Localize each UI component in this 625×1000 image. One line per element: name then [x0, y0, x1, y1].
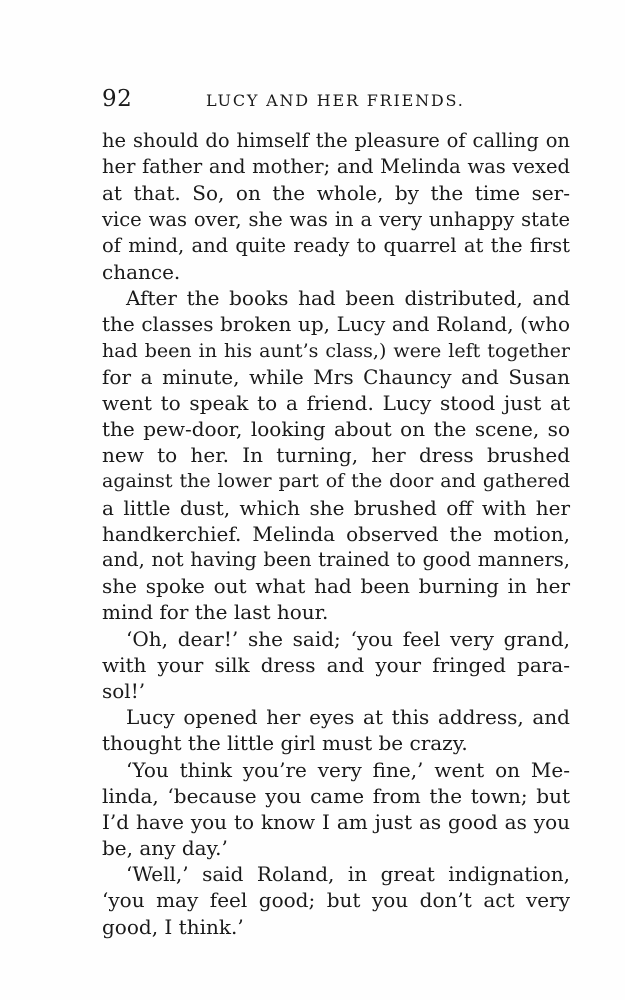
text-line: ‘Oh, dear!’ she said; ‘you feel very grand, [126, 626, 570, 651]
text-line: for a minute, while Mrs Chauncy and Susan [102, 364, 570, 389]
text-line: the pew-door, looking about on the scene, so [102, 417, 570, 442]
text-line: I’d have you to know I am just as good as you [102, 809, 570, 834]
text-line: ‘Well,’ said Roland, in great indignation, [126, 862, 570, 887]
text-line: ‘You think you’re very fine,’ went on Me- [126, 757, 570, 782]
running-title: LUCY AND HER FRIENDS. [206, 91, 465, 110]
text-line: against the lower part of the door and gathered [102, 470, 570, 493]
text-line: went to speak to a friend. Lucy stood just at [102, 390, 570, 415]
page-number: 92 [102, 86, 133, 112]
text-line: and, not having been trained to good manners, [102, 548, 570, 571]
text-line: had been in his aunt’s class,) were left together [102, 339, 570, 362]
text-line: at that. So, on the whole, by the time ser- [102, 181, 570, 206]
text-line: good, I think.’ [102, 914, 244, 939]
text-line: ‘you may feel good; but you don’t act very [102, 888, 570, 913]
text-line: Lucy opened her eyes at this address, and [126, 705, 570, 730]
text-line: be, any day.’ [102, 836, 228, 861]
text-line: mind for the last hour. [102, 600, 329, 625]
text-line: handkerchief. Melinda observed the motion, [102, 521, 570, 546]
text-line: her father and mother; and Melinda was vexed [102, 155, 570, 179]
text-line: vice was over, she was in a very unhappy state [102, 207, 570, 231]
text-line: with your silk dress and your fringed para- [102, 652, 570, 677]
text-line: chance. [102, 259, 181, 284]
body-text [102, 128, 570, 940]
text-line: After the books had been distributed, and [126, 286, 570, 311]
text-line: of mind, and quite ready to quarrel at the first [102, 233, 570, 257]
text-line: she spoke out what had been burning in her [102, 574, 570, 599]
text-line: a little dust, which she brushed off with her [102, 495, 570, 520]
text-line: linda, ‘because you came from the town; but [102, 783, 570, 808]
running-head [102, 86, 570, 118]
text-line: new to her. In turning, her dress brushed [102, 443, 570, 468]
text-line: he should do himself the pleasure of calling on [102, 129, 570, 152]
text-line: sol!’ [102, 678, 146, 703]
text-line: the classes broken up, Lucy and Roland, (who [102, 312, 570, 337]
text-line: thought the little girl must be crazy. [102, 731, 468, 756]
